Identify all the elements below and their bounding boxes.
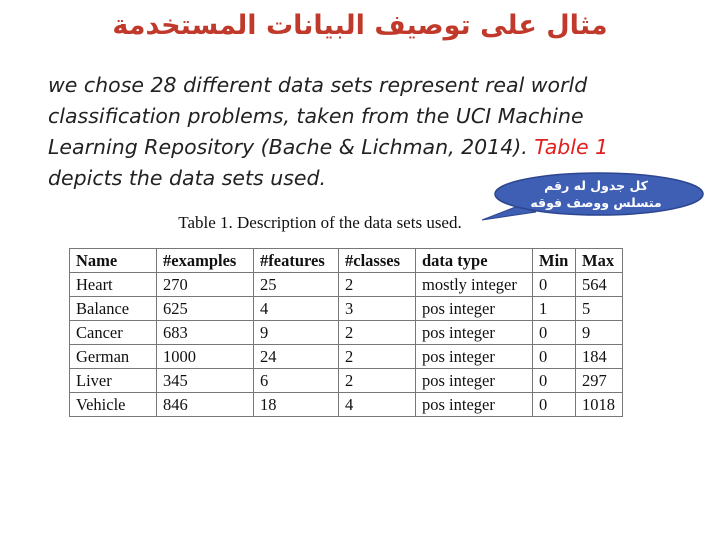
cell-classes: 4 (339, 393, 416, 417)
cell-examples: 625 (157, 297, 254, 321)
cell-name: Cancer (70, 321, 157, 345)
header-examples: #examples (157, 249, 254, 273)
cell-min: 0 (533, 345, 576, 369)
cell-features: 18 (254, 393, 339, 417)
data-sets-table (69, 248, 623, 417)
header-min: Min (533, 249, 576, 273)
table-header-row (70, 249, 623, 273)
header-classes: #classes (339, 249, 416, 273)
cell-min: 1 (533, 297, 576, 321)
header-data-type: data type (416, 249, 533, 273)
cell-name: Liver (70, 369, 157, 393)
cell-data-type: pos integer (416, 369, 533, 393)
cell-max: 1018 (576, 393, 623, 417)
cell-name: Vehicle (70, 393, 157, 417)
table-row (70, 297, 623, 321)
cell-name: Heart (70, 273, 157, 297)
paragraph-text-end: depicts the data sets used. (48, 166, 327, 190)
cell-max: 564 (576, 273, 623, 297)
header-max: Max (576, 249, 623, 273)
callout-bubble (478, 172, 704, 218)
table-caption: Table 1. Description of the data sets used. (178, 213, 462, 232)
cell-data-type: pos integer (416, 345, 533, 369)
cell-examples: 345 (157, 369, 254, 393)
cell-classes: 2 (339, 321, 416, 345)
cell-features: 6 (254, 369, 339, 393)
header-name: Name (70, 249, 157, 273)
cell-min: 0 (533, 369, 576, 393)
cell-min: 0 (533, 321, 576, 345)
cell-max: 5 (576, 297, 623, 321)
table-reference: Table 1 (534, 135, 609, 159)
header-features: #features (254, 249, 339, 273)
cell-data-type: pos integer (416, 297, 533, 321)
cell-features: 24 (254, 345, 339, 369)
cell-min: 0 (533, 273, 576, 297)
cell-examples: 1000 (157, 345, 254, 369)
cell-features: 9 (254, 321, 339, 345)
cell-classes: 2 (339, 273, 416, 297)
callout-text (496, 177, 696, 211)
callout-line-1: كل جدول له رقم (544, 178, 648, 193)
cell-classes: 2 (339, 369, 416, 393)
table-row (70, 369, 623, 393)
cell-features: 25 (254, 273, 339, 297)
cell-name: Balance (70, 297, 157, 321)
table-row (70, 345, 623, 369)
cell-data-type: pos integer (416, 393, 533, 417)
slide-title: مثال على توصيف البيانات المستخدمة (112, 10, 608, 41)
cell-name: German (70, 345, 157, 369)
cell-data-type: mostly integer (416, 273, 533, 297)
cell-examples: 683 (157, 321, 254, 345)
table-row (70, 393, 623, 417)
cell-features: 4 (254, 297, 339, 321)
cell-data-type: pos integer (416, 321, 533, 345)
cell-max: 184 (576, 345, 623, 369)
paragraph-text-start: we chose 28 different data sets represent real world classification problems, taken from the UCI Machine Learning Repository (Bache & Lichman, 2014). (48, 73, 588, 159)
cell-max: 297 (576, 369, 623, 393)
cell-examples: 846 (157, 393, 254, 417)
table-row (70, 321, 623, 345)
cell-examples: 270 (157, 273, 254, 297)
cell-min: 0 (533, 393, 576, 417)
cell-classes: 3 (339, 297, 416, 321)
callout-line-2: متسلس ووصف فوقه (530, 195, 662, 210)
table-row (70, 273, 623, 297)
cell-classes: 2 (339, 345, 416, 369)
cell-max: 9 (576, 321, 623, 345)
